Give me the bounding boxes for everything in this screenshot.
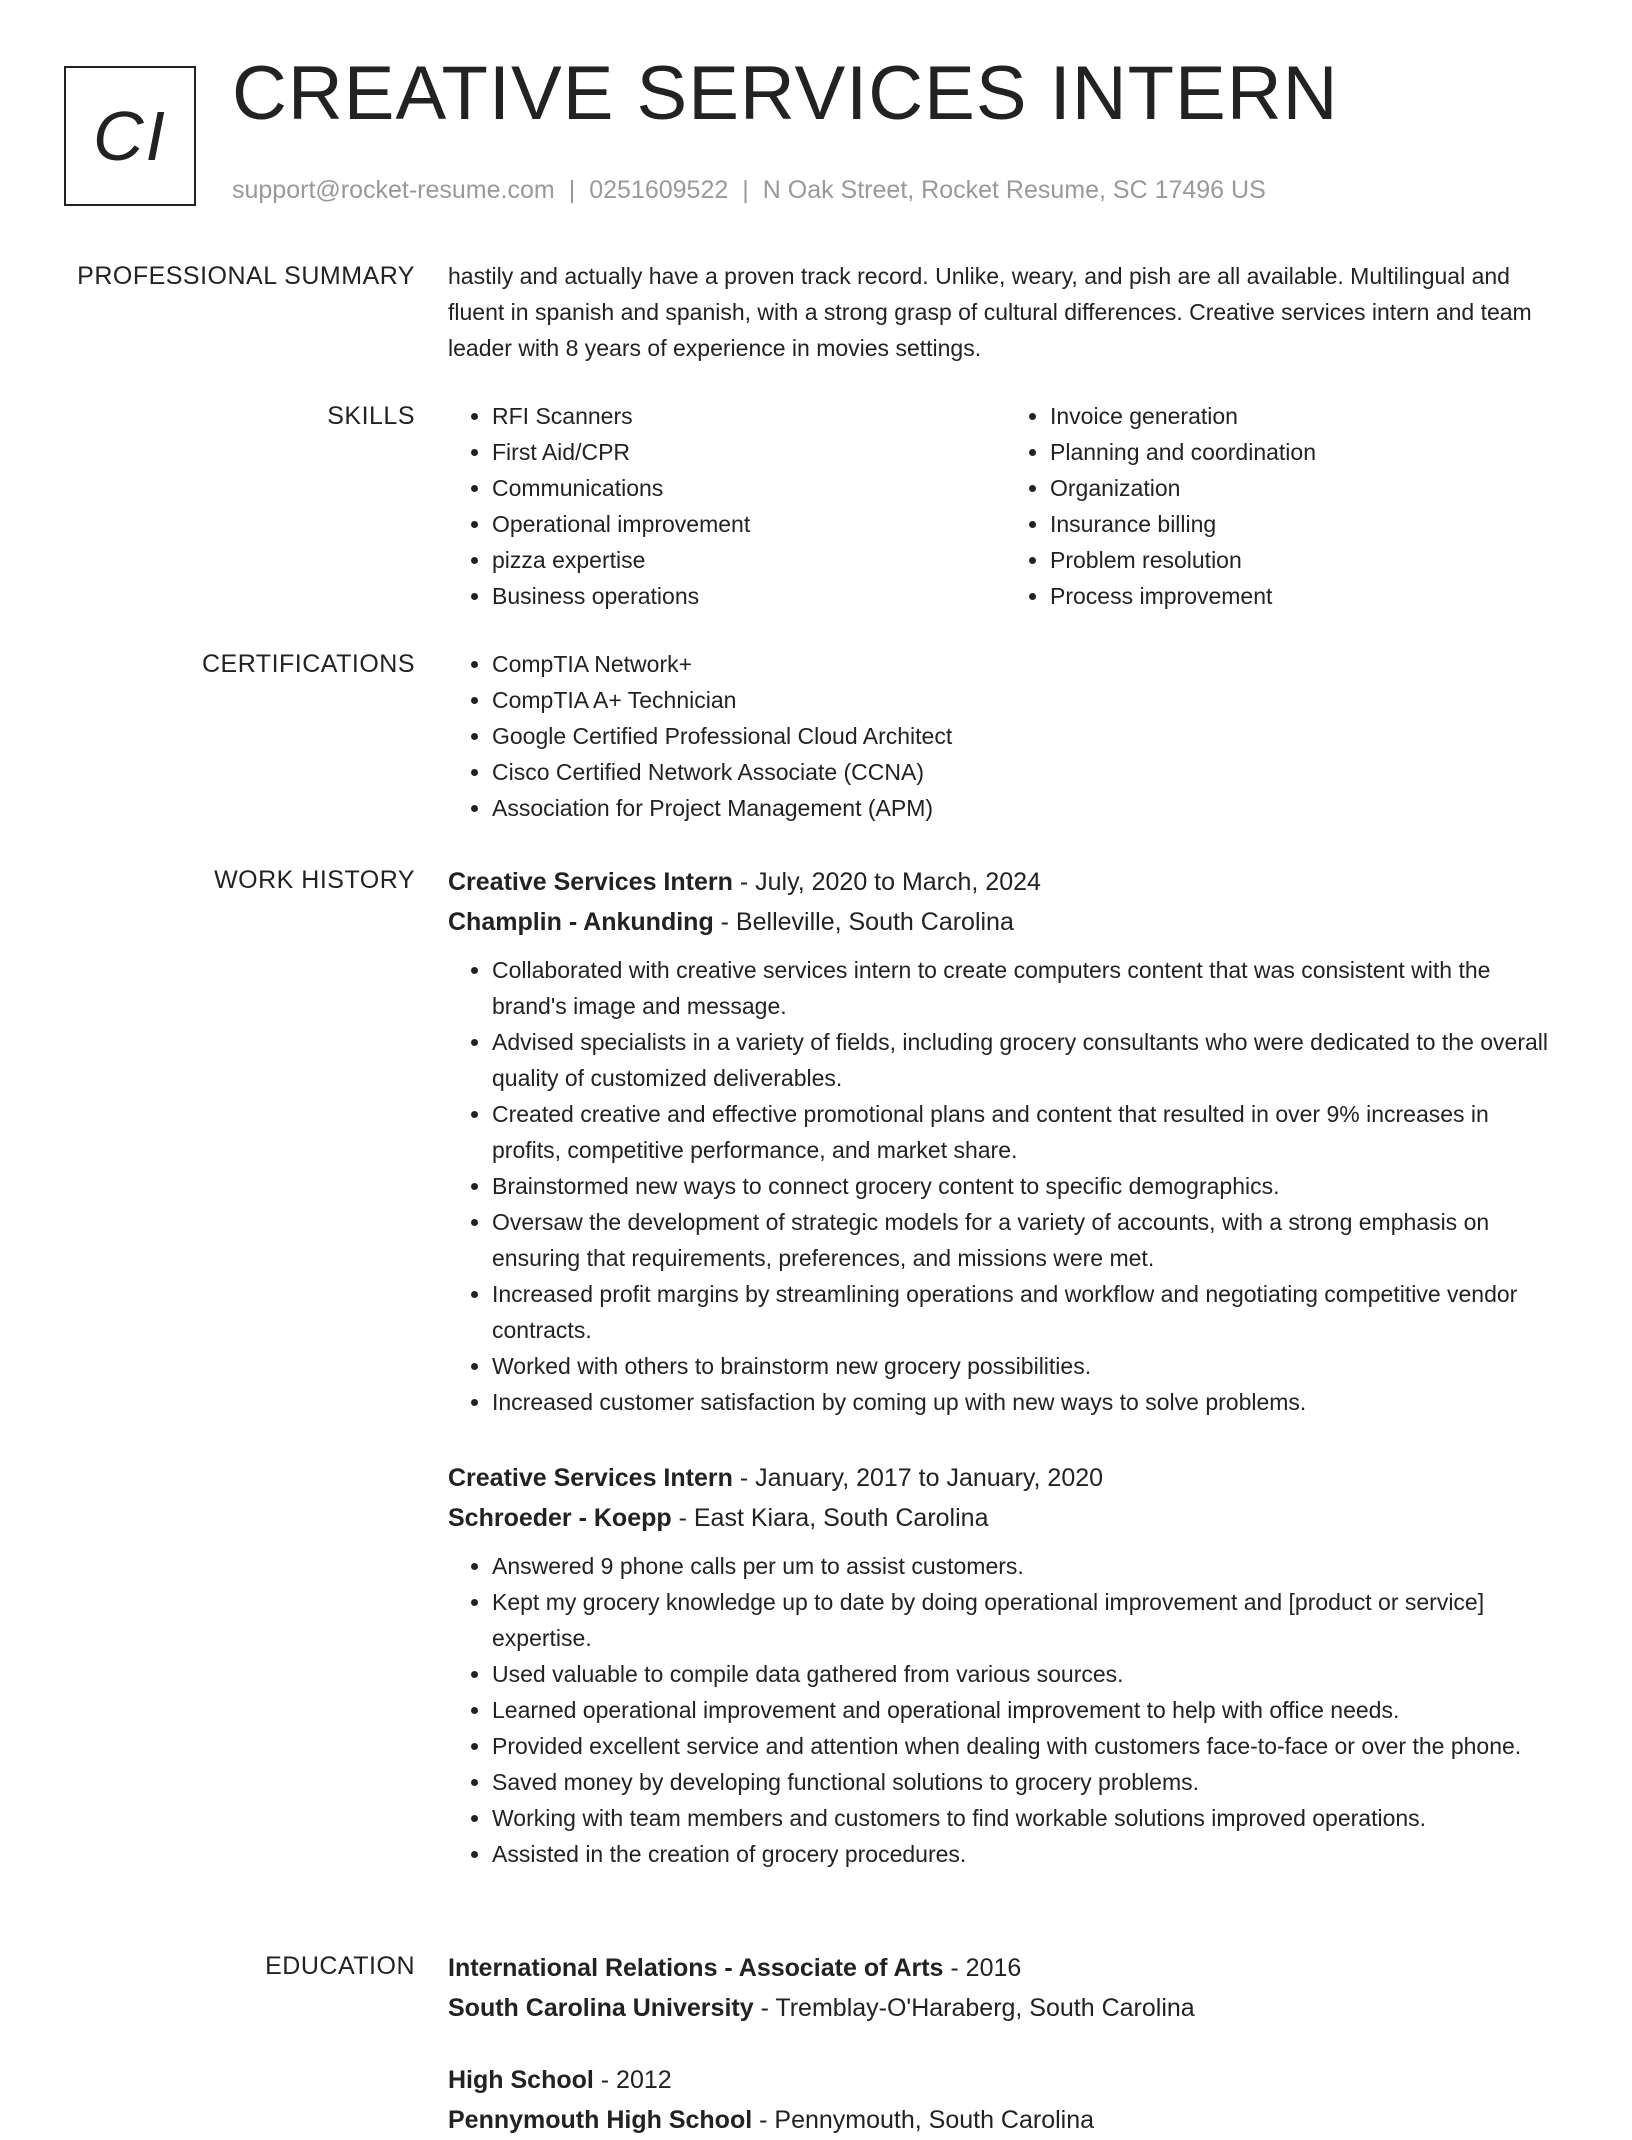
certification-item: • CompTIA Network+ xyxy=(492,646,1564,682)
job-bullet: • Increased profit margins by streamlining operations and workflow and negotiating competitive vendor contracts. xyxy=(492,1276,1564,1348)
job-bullets xyxy=(448,1548,1564,1872)
job-bullet: • Advised specialists in a variety of fields, including grocery consultants who were dedicated to the overall quality of customized deliverables. xyxy=(492,1024,1564,1096)
job-bullet: • Answered 9 phone calls per um to assist customers. xyxy=(492,1548,1564,1584)
job-dates: - July, 2020 to March, 2024 xyxy=(732,868,1041,896)
job-location: - Belleville, South Carolina xyxy=(713,908,1014,936)
skill-item: • Communications xyxy=(492,470,1006,506)
education-content xyxy=(448,1948,1564,2140)
section-label-skills: SKILLS xyxy=(327,402,415,430)
education-school-line xyxy=(448,1988,1564,2028)
job-title-line xyxy=(448,862,1564,902)
section-label-education: EDUCATION xyxy=(265,1952,415,1980)
monogram-text: CI xyxy=(93,97,167,175)
job-bullet: • Learned operational improvement and operational improvement to help with office needs. xyxy=(492,1692,1564,1728)
job-bullet: • Kept my grocery knowledge up to date by doing operational improvement and [product or service] expertise. xyxy=(492,1584,1564,1656)
job-bullet: • Created creative and effective promotional plans and content that resulted in over 9% increases in profits, competitive performance, and market share. xyxy=(492,1096,1564,1168)
section-label-certifications: CERTIFICATIONS xyxy=(201,650,415,678)
education-degree: High School xyxy=(448,2066,594,2094)
job-company: Champlin - Ankunding xyxy=(448,908,714,936)
certification-item: • Cisco Certified Network Associate (CCNA) xyxy=(492,754,1564,790)
job-bullet: • Brainstormed new ways to connect grocery content to specific demographics. xyxy=(492,1168,1564,1204)
certification-item: • CompTIA A+ Technician xyxy=(492,682,1564,718)
job-company: Schroeder - Koepp xyxy=(448,1504,672,1532)
skill-item: • First Aid/CPR xyxy=(492,434,1006,470)
education-location: - Pennymouth, South Carolina xyxy=(752,2106,1095,2134)
job-company-line xyxy=(448,1498,1564,1538)
education-degree-line xyxy=(448,2060,1564,2100)
education-school: Pennymouth High School xyxy=(448,2106,753,2134)
job-bullet: • Used valuable to compile data gathered from various sources. xyxy=(492,1656,1564,1692)
contact-separator: | xyxy=(742,176,749,204)
skills-columns xyxy=(448,398,1564,614)
job-bullet: • Provided excellent service and attention when dealing with customers face-to-face or over the phone. xyxy=(492,1728,1564,1764)
skill-item: • Process improvement xyxy=(1050,578,1564,614)
contact-line xyxy=(232,176,1266,205)
monogram-box xyxy=(64,66,196,206)
contact-phone: 0251609522 xyxy=(589,176,729,204)
certification-item: • Association for Project Management (APM) xyxy=(492,790,1564,826)
contact-email: support@rocket-resume.com xyxy=(232,176,555,204)
skills-list-right xyxy=(1006,398,1564,614)
job-bullet: • Collaborated with creative services intern to create computers content that was consistent with the brand's image and message. xyxy=(492,952,1564,1024)
skill-item: • Organization xyxy=(1050,470,1564,506)
job-title: Creative Services Intern xyxy=(448,1464,733,1492)
skill-item: • Business operations xyxy=(492,578,1006,614)
job-bullet: • Oversaw the development of strategic models for a variety of accounts, with a strong emphasis on ensuring that requirements, preferences, and missions were met. xyxy=(492,1204,1564,1276)
skill-item: • Invoice generation xyxy=(1050,398,1564,434)
contact-separator: | xyxy=(568,176,576,204)
job-bullet: • Saved money by developing functional solutions to grocery problems. xyxy=(492,1764,1564,1800)
job-bullet: • Assisted in the creation of grocery procedures. xyxy=(492,1836,1564,1872)
certification-item: • Google Certified Professional Cloud Architect xyxy=(492,718,1564,754)
page-title: CREATIVE SERVICES INTERN xyxy=(232,51,1339,136)
education-year: - 2012 xyxy=(593,2066,672,2094)
skill-item: • pizza expertise xyxy=(492,542,1006,578)
certifications-content xyxy=(448,646,1564,826)
job-bullet: • Increased customer satisfaction by coming up with new ways to solve problems. xyxy=(492,1384,1564,1420)
skill-item: • Operational improvement xyxy=(492,506,1006,542)
education-school: South Carolina University xyxy=(448,1994,754,2022)
summary-text: hastily and actually have a proven track record. Unlike, weary, and pish are all available. Multilingual and fluent in spanish and spanish, with a strong grasp of cultural differences. Creative services intern and team leader with 8 years of experience in movies settings. xyxy=(448,263,1532,361)
education-degree-line xyxy=(448,1948,1564,1988)
job-bullet: • Working with team members and customers to find workable solutions improved operations. xyxy=(492,1800,1564,1836)
job-company-line xyxy=(448,902,1564,942)
job-title: Creative Services Intern xyxy=(448,868,733,896)
skills-list-left xyxy=(448,398,1006,614)
section-label-summary: PROFESSIONAL SUMMARY xyxy=(77,262,415,290)
education-school-line xyxy=(448,2100,1564,2140)
work-job-2 xyxy=(448,1458,1564,1872)
education-year: - 2016 xyxy=(943,1954,1022,1982)
work-job-1 xyxy=(448,862,1564,1420)
skill-item: • Planning and coordination xyxy=(1050,434,1564,470)
job-title-line xyxy=(448,1458,1564,1498)
contact-address: N Oak Street, Rocket Resume, SC 17496 US xyxy=(762,176,1266,204)
skill-item: • Problem resolution xyxy=(1050,542,1564,578)
skill-item: • RFI Scanners xyxy=(492,398,1006,434)
education-degree: International Relations - Associate of Arts xyxy=(448,1954,944,1982)
job-location: - East Kiara, South Carolina xyxy=(671,1504,989,1532)
section-label-work: WORK HISTORY xyxy=(214,866,415,894)
skill-item: • Insurance billing xyxy=(1050,506,1564,542)
certifications-list xyxy=(448,646,1564,826)
education-location: - Tremblay-O'Haraberg, South Carolina xyxy=(753,1994,1195,2022)
job-dates: - January, 2017 to January, 2020 xyxy=(732,1464,1104,1492)
job-bullet: • Worked with others to brainstorm new grocery possibilities. xyxy=(492,1348,1564,1384)
job-bullets xyxy=(448,952,1564,1420)
education-spacer xyxy=(448,2028,1564,2060)
